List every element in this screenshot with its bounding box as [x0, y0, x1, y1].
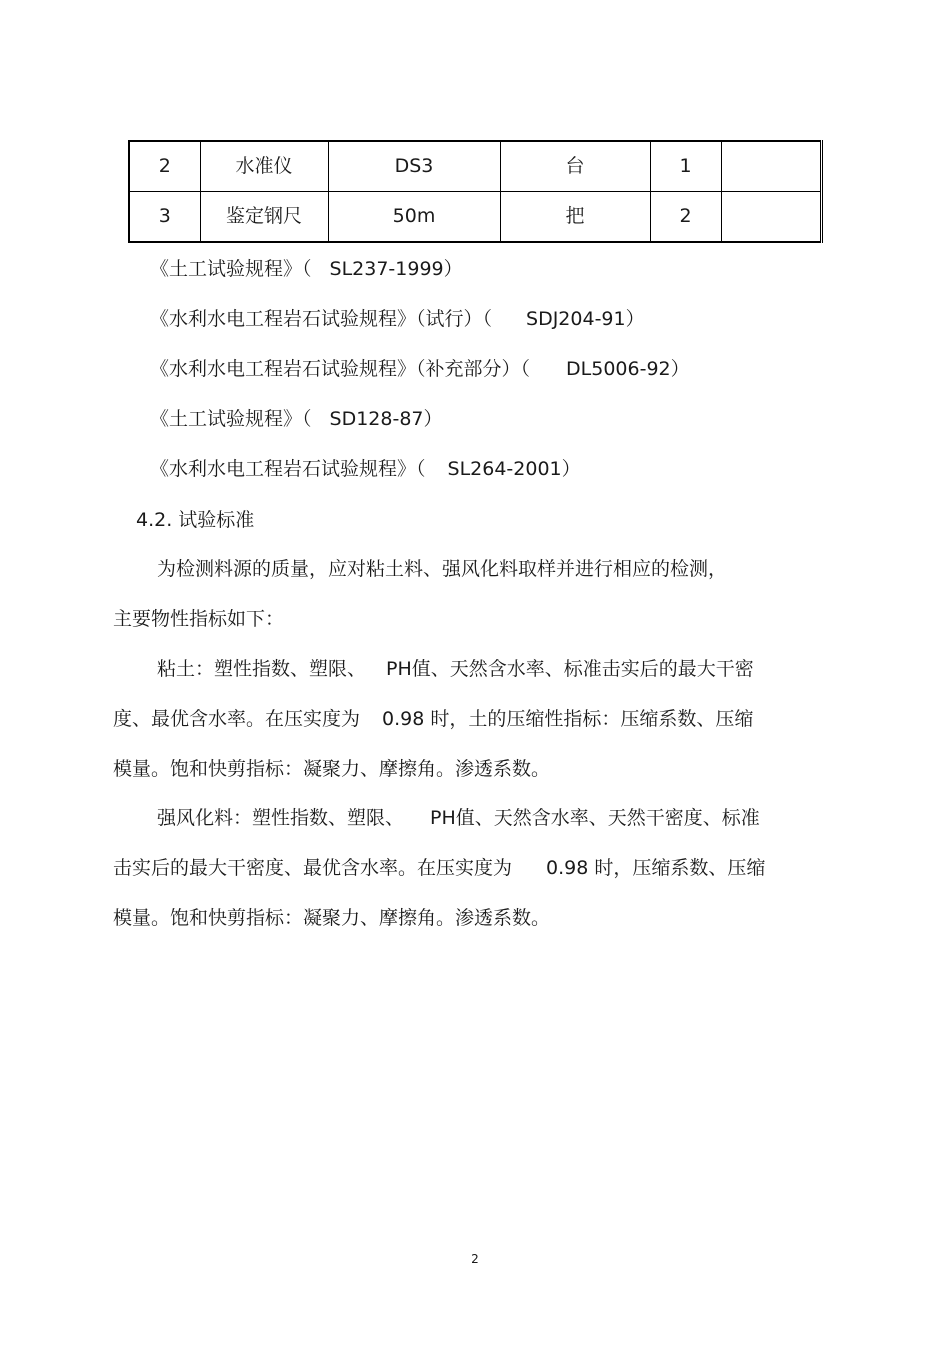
weathered-text: 强风化料：塑性指数、塑限、: [157, 807, 405, 829]
standard-title: 《水利水电工程岩石试验规程》（: [150, 458, 426, 480]
standard-title: 《水利水电工程岩石试验规程》（试行）（: [150, 308, 493, 330]
clay-text: 模量。饱和快剪指标：凝聚力、摩擦角。渗透系数。: [113, 758, 551, 780]
table-cell-quantity: 2: [650, 192, 721, 243]
standard-item: [150, 457, 581, 481]
clay-paragraph: [157, 657, 754, 681]
table-cell-name: 水准仪: [200, 141, 328, 192]
table-row: [129, 192, 821, 243]
table-cell-name: 鉴定钢尺: [200, 192, 328, 243]
standard-code: SD128-87）: [329, 408, 443, 430]
weathered-paragraph: [157, 806, 760, 830]
weathered-text: 击实后的最大干密度、最优含水率。在压实度为: [113, 857, 513, 879]
standard-title: 《水利水电工程岩石试验规程》（补充部分）（: [150, 358, 531, 380]
table-cell-index: 3: [129, 192, 200, 243]
table-cell-unit: 台: [500, 141, 650, 192]
weathered-text: 0.98 时，压缩系数、压缩: [546, 857, 766, 879]
clay-paragraph: [113, 707, 753, 731]
clay-text: 度、最优含水率。在压实度为: [113, 708, 361, 730]
table-cell-model: 50m: [328, 192, 500, 243]
standard-title: 《土工试验规程》（: [150, 408, 312, 430]
intro-text: 主要物性指标如下：: [113, 608, 285, 630]
table-cell-unit: 把: [500, 192, 650, 243]
standard-code: SL237-1999）: [329, 258, 463, 280]
weathered-text: 模量。饱和快剪指标：凝聚力、摩擦角。渗透系数。: [113, 907, 551, 929]
clay-text: 0.98 时，土的压缩性指标：压缩系数、压缩: [382, 708, 754, 730]
table-cell-remark: [721, 141, 821, 192]
standard-code: SL264-2001）: [447, 458, 581, 480]
standard-item: [150, 307, 645, 331]
table-cell-model: DS3: [328, 141, 500, 192]
standard-title: 《土工试验规程》（: [150, 258, 312, 280]
clay-text: 粘土：塑性指数、塑限、: [157, 658, 367, 680]
table-cell-remark: [721, 192, 821, 243]
equipment-table: [128, 140, 823, 243]
standard-code: SDJ204-91）: [526, 308, 645, 330]
standard-code: DL5006-92）: [566, 358, 690, 380]
table-cell-quantity: 1: [650, 141, 721, 192]
weathered-text: PH值、天然含水率、天然干密度、标准: [430, 807, 760, 829]
standard-item: [150, 407, 443, 431]
intro-text: 为检测料源的质量，应对粘土料、强风化料取样并进行相应的检测，: [157, 558, 728, 580]
weathered-paragraph: [113, 856, 765, 880]
page-number: 2: [471, 1252, 479, 1266]
standard-item: [150, 257, 463, 281]
clay-text: PH值、天然含水率、标准击实后的最大干密: [386, 658, 754, 680]
section-heading: 4.2. 试验标准: [136, 509, 255, 531]
table-cell-index: 2: [129, 141, 200, 192]
standard-item: [150, 357, 690, 381]
table-row: [129, 141, 821, 192]
